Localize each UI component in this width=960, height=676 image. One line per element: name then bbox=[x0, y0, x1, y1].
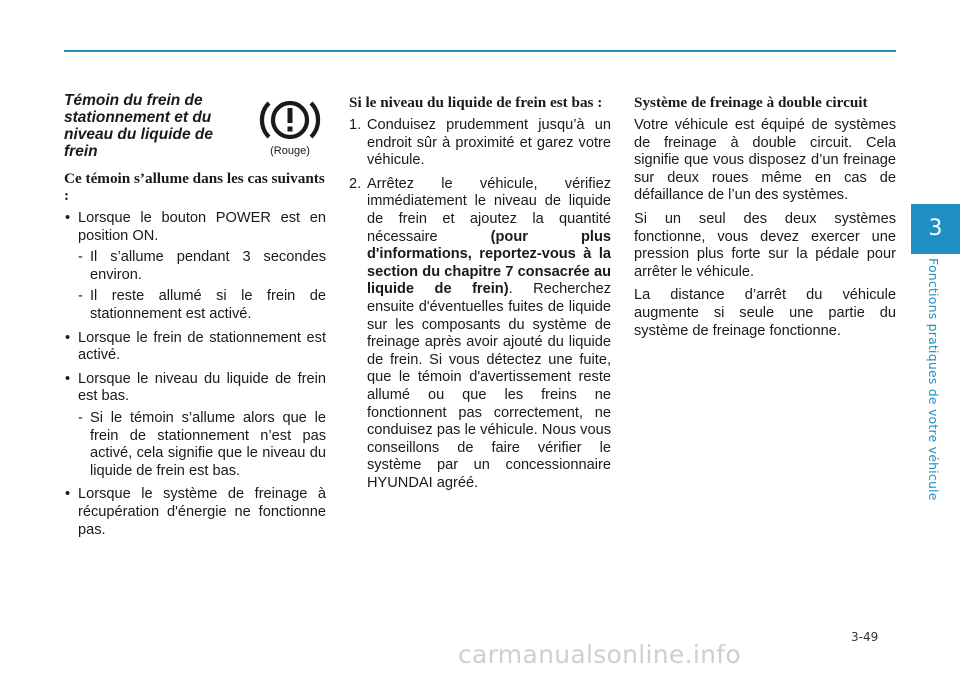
section-subtitle: Système de freinage à double circuit bbox=[634, 94, 868, 111]
list-item bbox=[64, 371, 326, 481]
sub-list-item: - Si le témoin s’allume alors que le frein de stationnement n’est pas activé, cela signifie que le niveau du liquide de frein est bas. bbox=[78, 410, 326, 480]
step-reference: (pour plus d'informations, reportez-vous à la section du chapitre 7 consacrée au liquide de frein) bbox=[367, 228, 611, 298]
column-3 bbox=[634, 92, 896, 346]
paragraph: La distance d’arrêt du véhicule augmente si seule une partie du système de freinage fonctionne. bbox=[634, 287, 896, 339]
paragraph: Si un seul des deux systèmes fonctionne, vous devez exercer une pression plus forte sur la pédale pour arrêter le véhicule. bbox=[634, 210, 896, 280]
list-item-text: Lorsque le niveau du liquide de frein est bas. bbox=[78, 370, 326, 405]
brake-warning-icon bbox=[257, 95, 323, 145]
section-subtitle: Ce témoin s’allume dans les cas suivants : bbox=[64, 170, 325, 204]
sub-list bbox=[78, 249, 326, 323]
list-item bbox=[64, 486, 326, 539]
section-subtitle: Si le niveau du liquide de frein est bas : bbox=[349, 94, 603, 111]
list-item-text: Lorsque le bouton POWER est en position ON. bbox=[78, 210, 326, 244]
step-text: Conduisez prudemment jusqu’à un endroit sûr à proximité et garez votre véhicule. bbox=[367, 117, 611, 169]
chapter-title bbox=[925, 258, 945, 508]
chapter-tab: 3 bbox=[911, 204, 960, 254]
brake-warning-indicator bbox=[254, 95, 326, 159]
sub-list-item: - Il s’allume pendant 3 secondes environ. bbox=[78, 249, 326, 284]
list-item-text: Lorsque le système de freinage à récupération d'énergie ne fonctionne pas. bbox=[78, 486, 326, 538]
condition-list bbox=[64, 210, 326, 539]
sub-list bbox=[78, 410, 326, 480]
chapter-title-text: Fonctions pratiques de votre véhicule bbox=[926, 258, 941, 501]
header-rule bbox=[64, 50, 896, 52]
paragraph: Votre véhicule est équipé de systèmes de freinage à double circuit. Cela signifie que vous disposez d’un freinage sur deux roues même en cas de défaillance de l’un des systèmes. bbox=[634, 117, 896, 204]
list-item bbox=[64, 330, 326, 365]
step-text: . Recherchez ensuite d'éventuelles fuites de liquide sur les composants du système de freinage après avoir ajouté du liquide de frein. Si vous détectez une fuite, que le témoin d'avertissement reste allumé ou que les freins ne fonctionnent pas correctement, ne conduisez pas le véhicule. Nous vous conseillons de faire vérifier le système par un concessionnaire HYUNDAI agréé. bbox=[367, 281, 611, 491]
steps-list bbox=[349, 117, 611, 492]
icon-caption: (Rouge) bbox=[270, 145, 310, 157]
step-item bbox=[349, 117, 611, 170]
list-item bbox=[64, 210, 326, 324]
section-header bbox=[64, 92, 326, 164]
list-item-text: Lorsque le frein de stationnement est activé. bbox=[78, 329, 326, 364]
sub-list-item: - Il reste allumé si le frein de stationnement est activé. bbox=[78, 288, 326, 323]
step-item bbox=[349, 176, 611, 493]
column-1 bbox=[64, 92, 326, 545]
section-title: Témoin du frein de stationnement et du niveau du liquide de frein bbox=[64, 92, 213, 160]
watermark: carmanualsonline.info bbox=[458, 640, 741, 669]
column-2 bbox=[349, 92, 611, 498]
page-number: 3-49 bbox=[851, 630, 879, 644]
step-number: 1. bbox=[349, 117, 362, 133]
step-number: 2. bbox=[349, 175, 362, 192]
step-text: Arrêtez le véhicule, vérifiez immédiatement le niveau de liquide de frein et ajoutez la quantité nécessaire bbox=[367, 175, 611, 245]
